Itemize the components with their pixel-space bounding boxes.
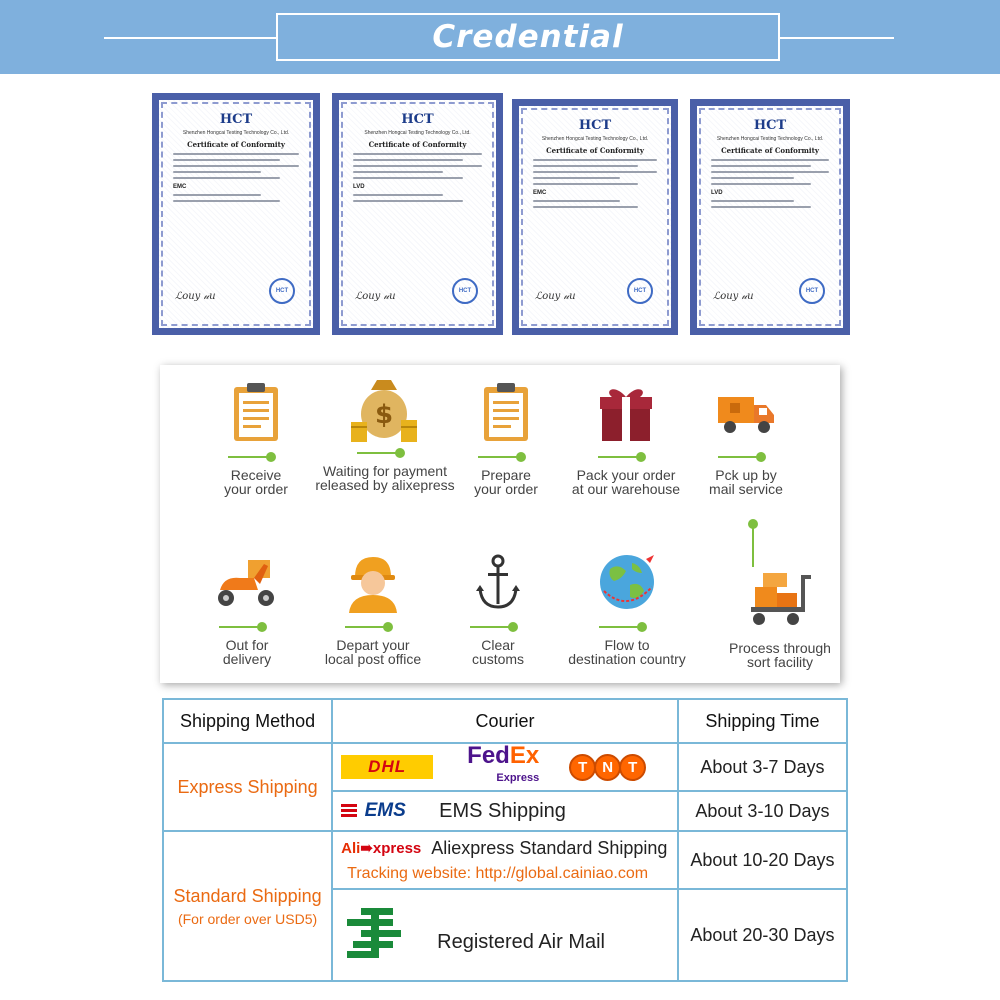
step-arrow [747, 511, 759, 567]
step-arrow [598, 451, 654, 463]
clipboard-icon [221, 379, 291, 445]
certificate-title: Certificate of Conformity [368, 140, 467, 149]
registered-air-mail-name: Registered Air Mail [437, 930, 605, 953]
certificate-section: EMC [173, 184, 187, 190]
certificate-text-line [173, 153, 299, 155]
fedex-logo: FedEx Express [467, 742, 540, 784]
step-label: Pck up by mail service [709, 467, 783, 497]
certificate-text-line [533, 206, 638, 208]
dhl-logo: DHL [341, 755, 433, 779]
certificate-text-line [533, 177, 620, 179]
certificate-text-line [711, 177, 794, 179]
aliexpress-logo: Ali➠xpress [341, 840, 422, 857]
table-row [163, 743, 847, 791]
process-step [552, 549, 702, 666]
certificate-text-line [173, 200, 280, 202]
certificate-text-line [711, 206, 811, 208]
step-arrow [718, 451, 774, 463]
certificate-text-line [173, 159, 280, 161]
certificate-text-line [533, 171, 657, 173]
certificate-stamp: HCT [799, 278, 825, 304]
certificate-text-line [533, 183, 638, 185]
header-courier: Courier [332, 699, 678, 743]
ems-logo: EMS [341, 797, 429, 825]
process-step [671, 379, 821, 496]
courier-cell [332, 791, 678, 831]
step-arrow [470, 621, 526, 633]
certificate-text-line [353, 153, 482, 155]
certificate-text-line [533, 159, 657, 161]
hct-logo: HCT [219, 112, 253, 127]
hct-logo: HCT [401, 112, 434, 127]
shipping-table [162, 698, 848, 982]
standard-shipping-label: Standard Shipping [173, 885, 322, 906]
certificate-text-line [353, 177, 463, 179]
certificate-company: Shenzhen Hongcai Testing Technology Co., Ltd. [541, 136, 649, 142]
certificate-text-line [711, 159, 829, 161]
step-label: Pack your order at our warehouse [571, 467, 681, 497]
hct-logo: HCT [578, 118, 612, 133]
certificate-text-line [173, 171, 261, 173]
hand-truck-icon [745, 565, 815, 631]
certificate-text-line [711, 200, 794, 202]
signature-icon: ℒouy 𝓊u [175, 291, 216, 302]
signature-icon: ℒouy 𝓊u [713, 291, 754, 302]
hct-logo: HCT [753, 118, 787, 133]
certificate-card [505, 92, 685, 342]
svg-text:$: $ [374, 400, 394, 430]
step-arrow [478, 451, 534, 463]
step-label: Process through sort facility [729, 640, 831, 670]
header-shipping-time: Shipping Time [678, 699, 847, 743]
shipping-time-cell: About 20-30 Days [678, 889, 847, 981]
certificate-card [683, 92, 857, 342]
banner-divider-right [780, 37, 894, 39]
step-arrow [599, 621, 655, 633]
certificate-text-line [353, 200, 463, 202]
step-label: Flow to destination country [568, 637, 686, 667]
certificate-text-line [711, 165, 811, 167]
certificate-text-line [173, 165, 299, 167]
certificate-card [325, 86, 510, 342]
certificate-text-line [533, 165, 638, 167]
process-step [705, 519, 855, 669]
express-method-cell [163, 743, 332, 831]
step-arrow [228, 451, 284, 463]
certificate-card [145, 86, 327, 342]
truck-icon [711, 379, 781, 445]
credential-banner [0, 0, 1000, 74]
certificate-title: Certificate of Conformity [187, 140, 285, 149]
certificate-text-line [353, 159, 463, 161]
step-label: Waiting for payment released by alixepress [315, 463, 455, 493]
courier-person-icon [338, 549, 408, 615]
standard-method-cell [163, 831, 332, 981]
table-row [163, 831, 847, 889]
aliexpress-shipping-name: Aliexpress Standard Shipping [431, 837, 668, 858]
certificate-text-line [353, 194, 443, 196]
express-shipping-label: Express Shipping [177, 776, 318, 797]
step-label: Depart your local post office [324, 637, 422, 667]
courier-cell [332, 889, 678, 981]
tnt-logo: T N T [569, 754, 644, 781]
step-label: Clear customs [471, 637, 525, 667]
money-bag-icon [350, 375, 420, 445]
certificate-text-line [353, 171, 443, 173]
header-shipping-method: Shipping Method [163, 699, 332, 743]
certificate-title: Certificate of Conformity [721, 146, 819, 155]
gift-box-icon [591, 379, 661, 445]
signature-icon: ℒouy 𝓊u [355, 291, 396, 302]
step-label: Receive your order [224, 467, 288, 497]
certificate-gallery [145, 86, 857, 342]
banner-title: Credential [432, 19, 624, 55]
certificate-stamp: HCT [269, 278, 295, 304]
shipping-time-cell: About 3-10 Days [678, 791, 847, 831]
certificate-text-line [711, 183, 811, 185]
process-step [423, 549, 573, 666]
certificate-text-line [353, 165, 482, 167]
globe-icon [592, 549, 662, 615]
certificate-text-line [711, 171, 829, 173]
certificate-stamp: HCT [627, 278, 653, 304]
courier-cell [332, 743, 678, 791]
step-arrow [357, 447, 413, 459]
certificate-stamp: HCT [452, 278, 478, 304]
step-arrow [219, 621, 275, 633]
clipboard-icon [471, 379, 541, 445]
certificate-text-line [173, 194, 261, 196]
step-label: Prepare your order [474, 467, 538, 497]
step-arrow [345, 621, 401, 633]
shipping-time-cell: About 10-20 Days [678, 831, 847, 889]
table-header-row [163, 699, 847, 743]
process-step [181, 379, 331, 496]
step-label: Out for delivery [222, 637, 272, 667]
certificate-company: Shenzhen Hongcai Testing Technology Co., Ltd. [182, 130, 290, 136]
certificate-company: Shenzhen Hongcai Testing Technology Co., Ltd. [716, 136, 824, 142]
certificate-section: EMC [533, 190, 547, 196]
standard-shipping-note: (For order over USD5) [177, 910, 318, 927]
certificate-company: Shenzhen Hongcai Testing Technology Co., Ltd. [364, 130, 471, 136]
order-process-panel [160, 365, 840, 683]
anchor-icon [463, 549, 533, 615]
courier-cell [332, 831, 678, 889]
banner-divider-left [104, 37, 276, 39]
ems-shipping-name: EMS Shipping [439, 799, 566, 822]
certificate-section: LVD [353, 184, 365, 190]
certificate-section: LVD [711, 190, 723, 196]
certificate-title: Certificate of Conformity [546, 146, 644, 155]
certificate-text-line [533, 200, 620, 202]
tracking-website: Tracking website: http://global.cainiao.com [347, 864, 649, 882]
signature-icon: ℒouy 𝓊u [535, 291, 576, 302]
certificate-text-line [173, 177, 280, 179]
banner-title-box [276, 13, 780, 61]
scooter-icon [212, 549, 282, 615]
china-post-icon [347, 908, 401, 963]
shipping-time-cell: About 3-7 Days [678, 743, 847, 791]
